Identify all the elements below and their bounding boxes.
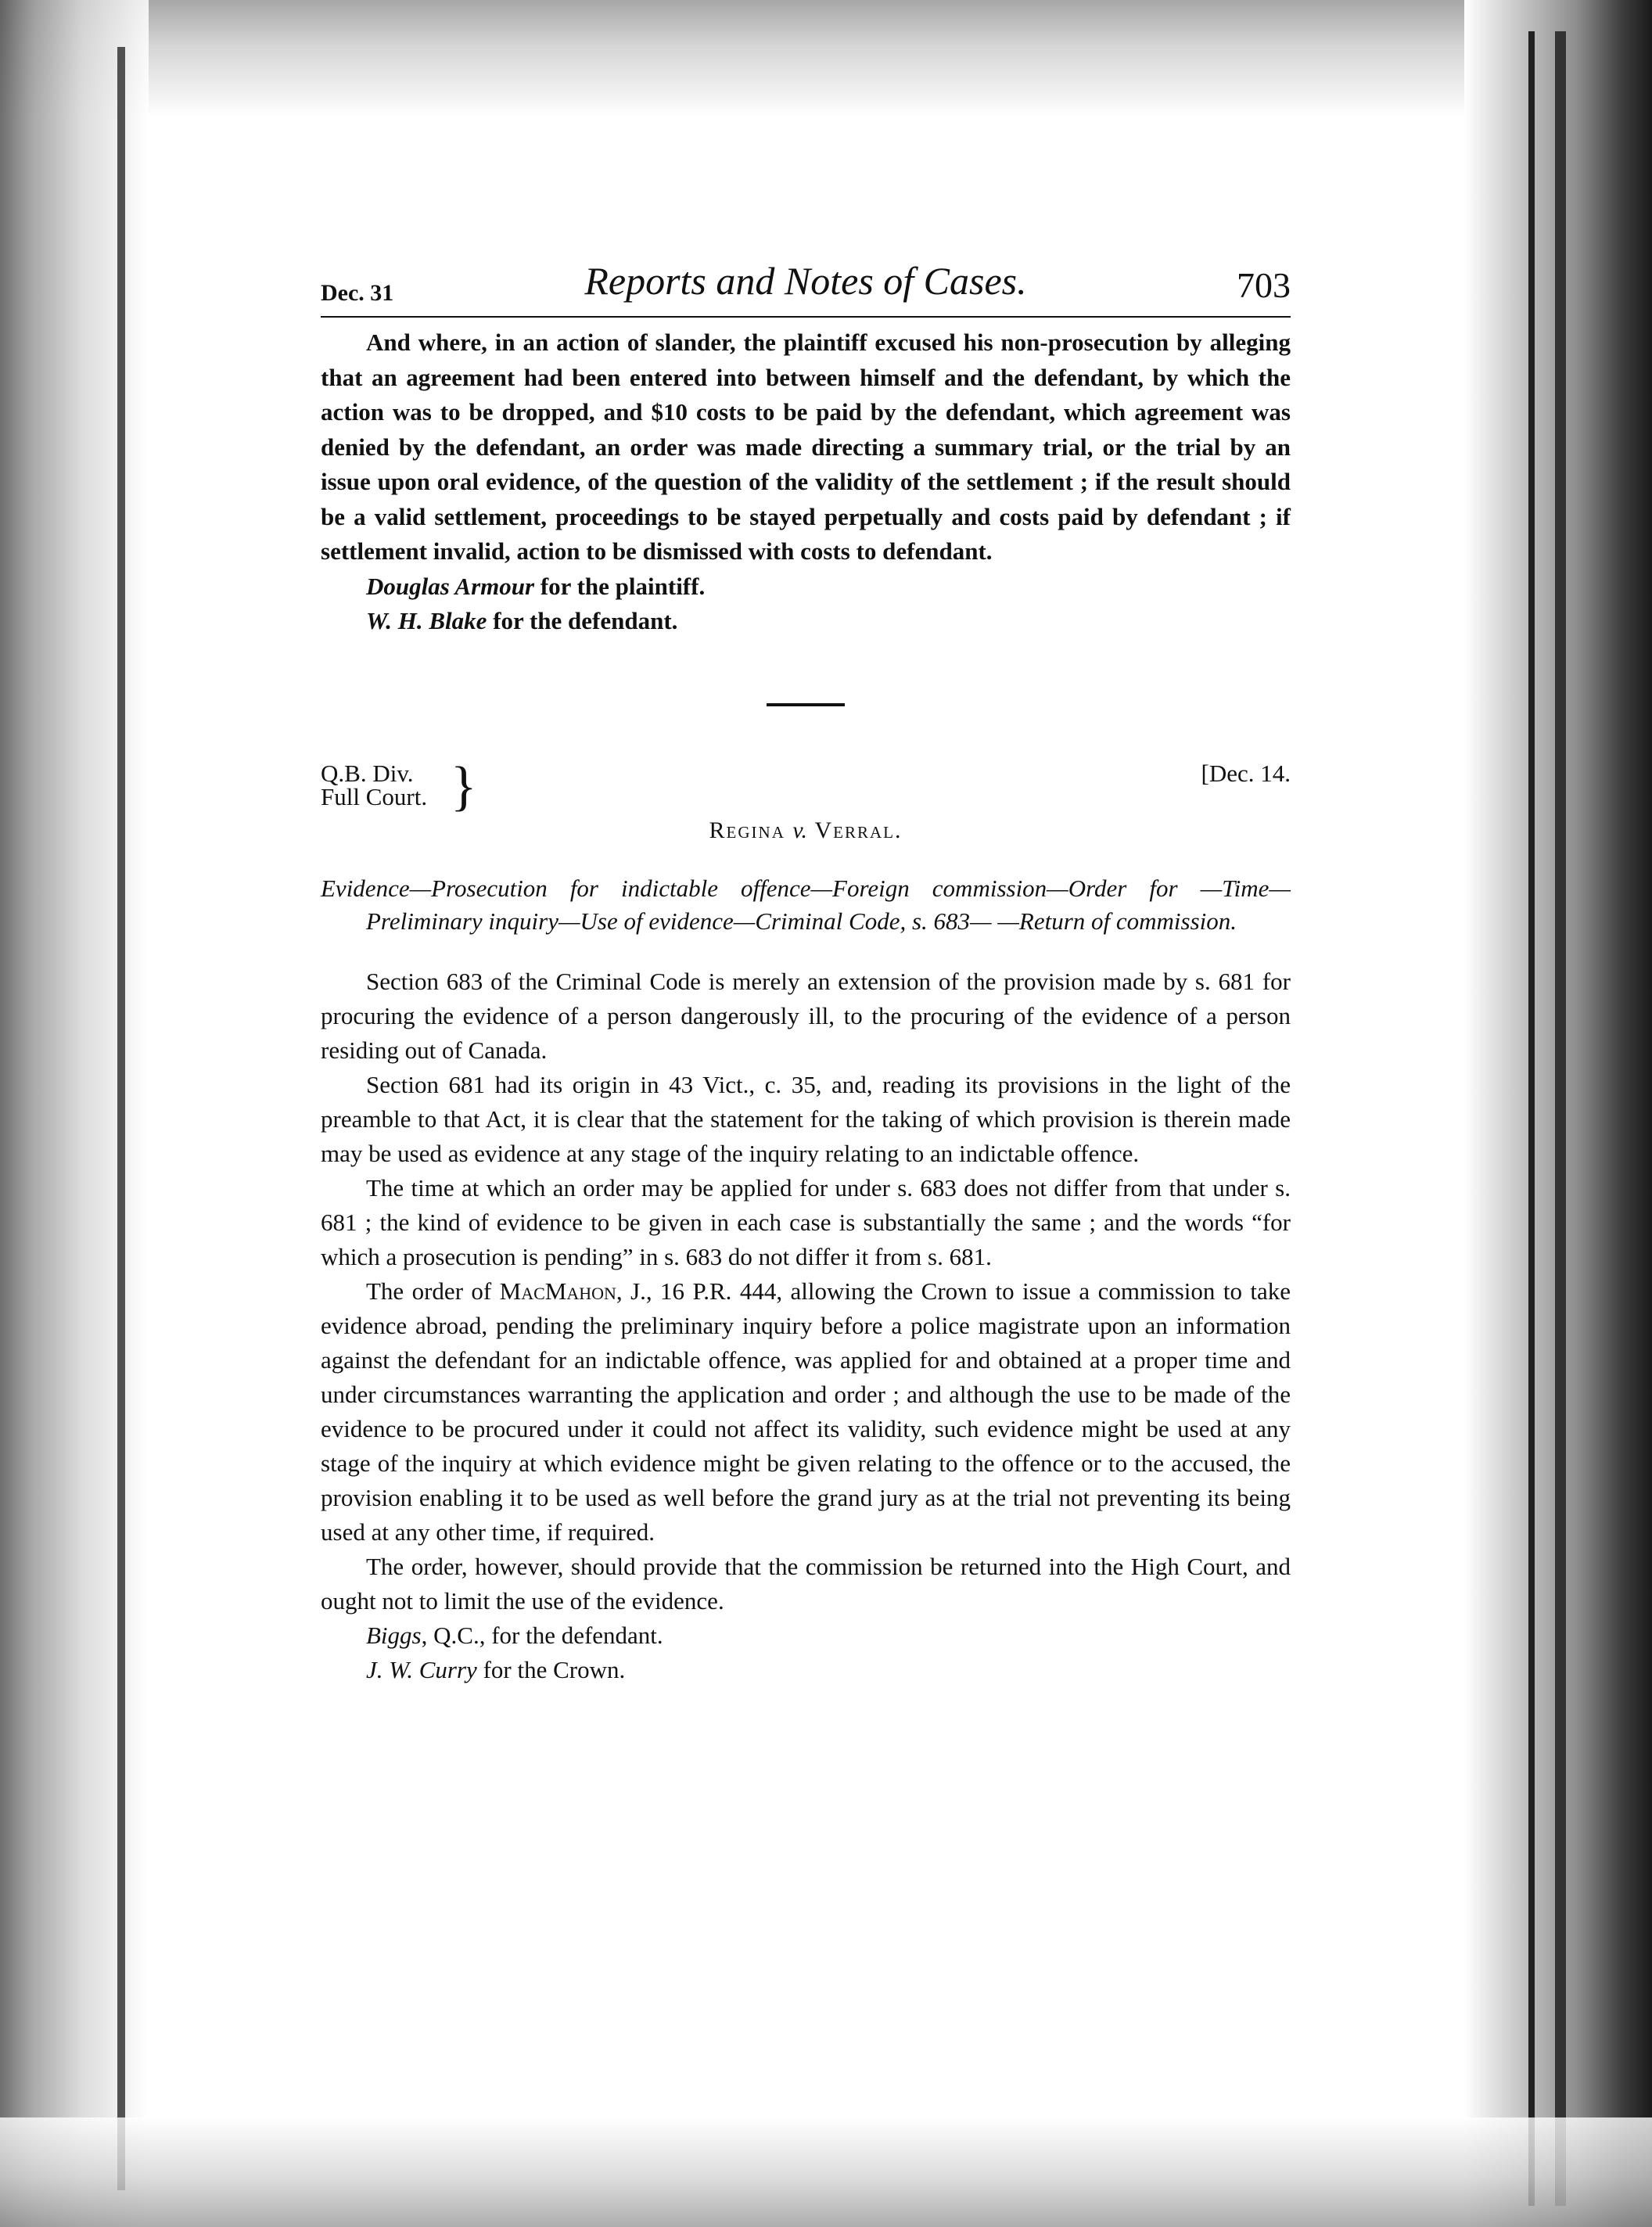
headnote: Evidence—Prosecution for indictable offence—Foreign commission—Order for —Time—Preliminary inquiry—Use of evidence—Criminal Code, s. 683— —Return of commission. bbox=[321, 874, 1291, 935]
decision-date: [Dec. 14. bbox=[1201, 759, 1291, 787]
running-head bbox=[321, 258, 1291, 318]
body-paragraph-order bbox=[321, 1274, 1291, 1550]
court-heading bbox=[321, 756, 1291, 817]
scan-edge-line-right-outer bbox=[1555, 31, 1566, 2206]
counsel-role: for the defendant. bbox=[487, 607, 678, 634]
order-rest: , J., 16 P.R. 444, allowing the Crown to issue a commission to take evidence abroad, pending the preliminary inquiry before a police magistrate upon an information against the defendant for an indictable offence, was applied for and obtained at a proper time and under circumstances warranting the application and order ; and although the use to be made of the evidence to be procured under it could not affect its validity, such evidence might be used at any stage of the inquiry at which evidence might be given relating to the offence or to the accused, the provision enabling it to be used as well before the grand jury as at the trial not preventing its being used at any other time, if required. bbox=[321, 1277, 1291, 1546]
body-paragraph: Section 681 had its origin in 43 Vict., c. 35, and, reading its provisions in the light of the preamble to that Act, it is clear that the statement for the taking of which provision is therein made may be used as evidence at any stage of the inquiry relating to an indictable offence. bbox=[321, 1070, 1291, 1167]
counsel-name: Douglas Armour bbox=[366, 572, 535, 600]
counsel-line-defendant bbox=[321, 1618, 1291, 1654]
page-number: 703 bbox=[1237, 265, 1291, 305]
book-page bbox=[321, 258, 1291, 1688]
body-paragraph: Section 683 of the Criminal Code is merely an extension of the provision made by s. 681 for procuring the evidence of a person dangerously ill, to the procuring of the evidence of a person residing out of Canada. bbox=[321, 967, 1291, 1064]
counsel-role: , Q.C., for the defendant. bbox=[421, 1621, 663, 1649]
counsel-line-defendant bbox=[321, 604, 1291, 639]
counsel-role: for the plaintiff. bbox=[534, 572, 706, 600]
running-head-date: Dec. 31 bbox=[321, 280, 394, 306]
counsel-role: for the Crown. bbox=[476, 1656, 626, 1683]
second-case-body bbox=[321, 964, 1291, 1618]
body-paragraph-final: The order, however, should provide that the commission be returned into the High Court, and ought not to limit the use of the evidence. bbox=[321, 1552, 1291, 1615]
first-case-block bbox=[321, 325, 1291, 569]
judge-name: MacMahon bbox=[499, 1277, 616, 1305]
counsel-line-plaintiff bbox=[321, 569, 1291, 605]
scan-gutter-line-left bbox=[117, 47, 125, 2190]
scan-edge-line-right bbox=[1528, 31, 1535, 2206]
court-division: Q.B. Div. bbox=[321, 759, 414, 787]
first-case-paragraph: And where, in an action of slander, the plaintiff excused his non-prosecution by alleging that an agreement had been entered into between himself and the defendant, by which the action was to be dropped, and $10 costs to be paid by the defendant, which agreement was denied by the defendant, an order was made directing a summary trial, or the trial by an issue upon oral evidence, of the question of the validity of the settlement ; if the result should be a valid settlement, proceedings to be stayed perpetually and costs paid by defendant ; if settlement invalid, action to be dismissed with costs to defendant. bbox=[321, 329, 1291, 565]
case-party-1: Regina bbox=[709, 817, 785, 843]
order-prefix: The order of bbox=[366, 1277, 500, 1305]
court-type: Full Court. bbox=[321, 782, 428, 810]
section-divider bbox=[767, 703, 845, 706]
counsel-name: Biggs bbox=[366, 1621, 422, 1649]
brace-glyph: } bbox=[451, 756, 477, 817]
scan-shadow-top bbox=[0, 0, 1652, 117]
running-head-title: Reports and Notes of Cases. bbox=[584, 259, 1027, 303]
body-paragraph: The time at which an order may be applied for under s. 683 does not differ from that under s. 681 ; the kind of evidence to be given in each case is substantially the same ; and the words “for which a prosecution is pending” in s. 683 do not differ it from s. 681. bbox=[321, 1173, 1291, 1270]
counsel-name: J. W. Curry bbox=[366, 1656, 477, 1683]
counsel-line-crown bbox=[321, 1653, 1291, 1688]
case-title bbox=[321, 817, 1291, 844]
scan-shadow-left bbox=[0, 0, 149, 2227]
case-versus: v. bbox=[792, 817, 807, 843]
case-party-2: Verral. bbox=[814, 817, 903, 843]
scan-shadow-bottom bbox=[0, 2117, 1652, 2227]
counsel-name: W. H. Blake bbox=[366, 607, 487, 634]
